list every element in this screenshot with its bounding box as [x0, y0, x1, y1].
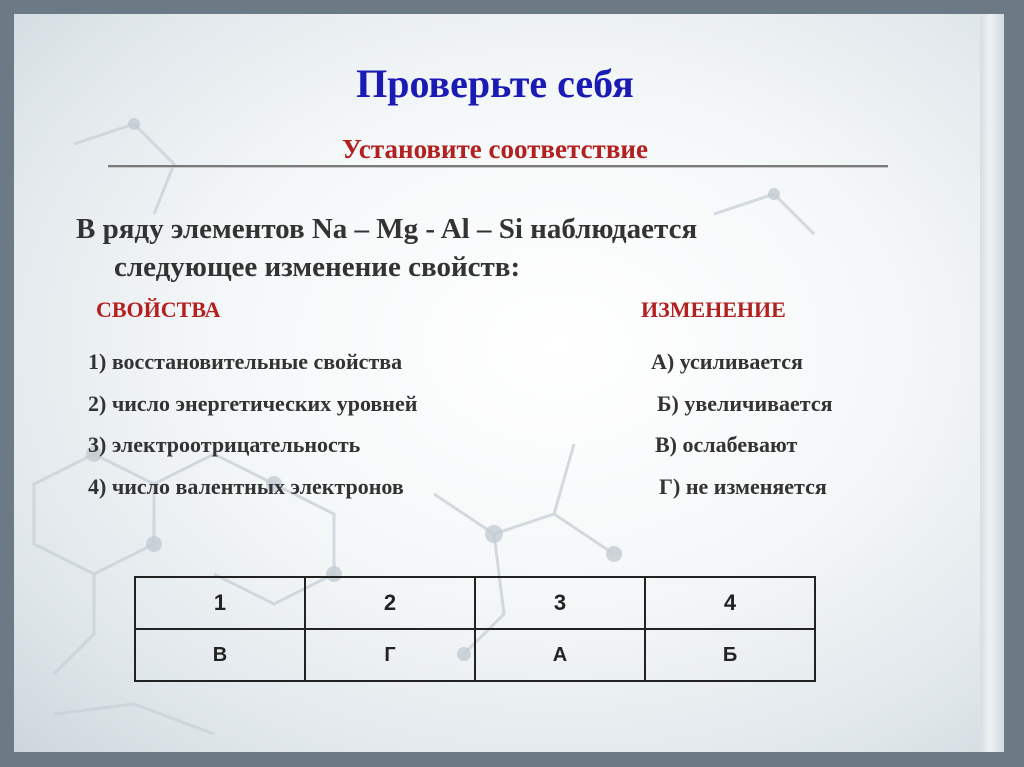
- change-item: Г) не изменяется: [659, 474, 827, 499]
- change-item: А) усиливается: [651, 349, 803, 374]
- property-item: 4) число валентных электронов: [88, 474, 404, 499]
- property-item: 1) восстановительные свойства: [88, 349, 403, 374]
- title-divider: [108, 165, 888, 167]
- answer-table-value-cell: Г: [305, 629, 475, 681]
- answer-table-value-cell: А: [475, 629, 645, 681]
- task-statement: [76, 210, 876, 286]
- answer-table-header-row: [135, 577, 815, 629]
- column-heading-properties: СВОЙСТВА: [96, 297, 221, 322]
- answer-table-header-cell: 2: [305, 577, 475, 629]
- slide-edge-strip: [980, 14, 1004, 752]
- answer-table-header-cell: 3: [475, 577, 645, 629]
- answer-table-value-row: [135, 629, 815, 681]
- task-statement-line-2: следующее изменение свойств:: [114, 251, 521, 283]
- property-item: 3) электроотрицательность: [88, 432, 361, 457]
- answer-table-value-cell: Б: [645, 629, 815, 681]
- subtitle: Установите соответствие: [342, 134, 648, 164]
- column-heading-changes: ИЗМЕНЕНИЕ: [641, 297, 786, 322]
- answer-table-header-cell: 1: [135, 577, 305, 629]
- change-item: В) ослабевают: [655, 432, 798, 457]
- answer-table-header-cell: 4: [645, 577, 815, 629]
- change-item: Б) увеличивается: [657, 391, 833, 416]
- property-item: 2) число энергетических уровней: [88, 391, 418, 416]
- task-statement-line-1: В ряду элементов Na – Mg - Al – Si наблюдается: [76, 213, 698, 245]
- answer-table: [134, 576, 816, 682]
- answer-table-value-cell: В: [135, 629, 305, 681]
- page-title: Проверьте себя: [356, 61, 634, 106]
